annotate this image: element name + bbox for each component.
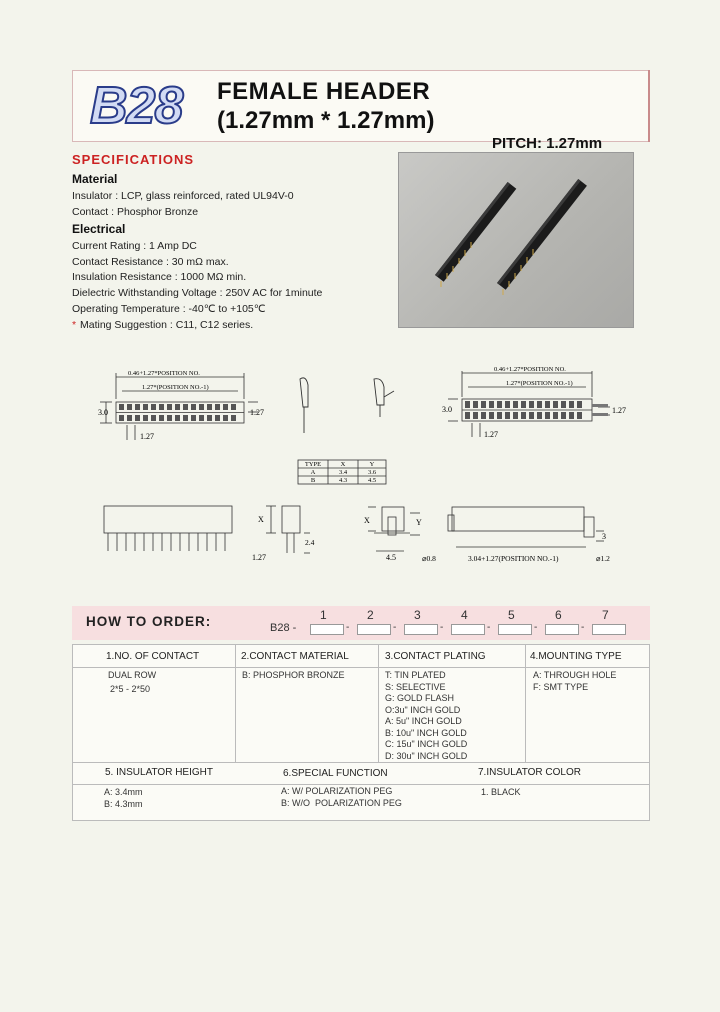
- dim-08: ⌀0.8: [422, 554, 436, 563]
- plating-option: A: 5u" INCH GOLD: [385, 716, 462, 726]
- type-table-header-x: X: [340, 461, 346, 468]
- mounting-option: F: SMT TYPE: [533, 682, 589, 692]
- order-dash: -: [581, 622, 585, 633]
- label-x-smt: X: [364, 516, 370, 525]
- special-function-heading: 6.SPECIAL FUNCTION: [283, 768, 388, 779]
- order-position-1: 1: [320, 608, 327, 622]
- type-table-cell: 3.4: [338, 469, 348, 476]
- order-box-5: [498, 624, 532, 635]
- plating-option: S: SELECTIVE: [385, 681, 446, 692]
- order-title: HOW TO ORDER:: [86, 614, 212, 629]
- contact-material-heading: 2.CONTACT MATERIAL: [241, 651, 349, 662]
- contact-count-line: DUAL ROW: [108, 670, 157, 680]
- product-logo: B28: [90, 77, 183, 135]
- dim-127-right-side: 1.27: [612, 406, 626, 415]
- dim-overall-left: 0.46+1.27*POSITION NO.: [128, 370, 200, 377]
- order-dash: -: [393, 622, 397, 633]
- special-function-option: B: W/O POLARIZATION PEG: [281, 798, 402, 808]
- spec-insulation-resistance: Insulation Resistance : 1000 MΩ min.: [72, 271, 247, 283]
- order-position-6: 6: [555, 608, 562, 622]
- spec-insulator: Insulator : LCP, glass reinforced, rated UL94V-0: [72, 190, 294, 202]
- plating-option: D: 30u" INCH GOLD: [385, 750, 468, 761]
- type-table-cell: 4.5: [367, 477, 377, 484]
- insulator-color-option: 1. BLACK: [481, 787, 521, 797]
- order-table-divider: [378, 644, 379, 762]
- dim-overall-right: 0.46+1.27*POSITION NO.: [494, 366, 566, 373]
- order-box-1: [310, 624, 344, 635]
- dim-127-right-bottom: 1.27: [484, 430, 498, 439]
- insulator-color-heading: 7.INSULATOR COLOR: [478, 767, 581, 778]
- smt-front-view-body: [452, 507, 584, 531]
- type-table-header-type: TYPE: [304, 461, 322, 468]
- mounting-type-heading: 4.MOUNTING TYPE: [530, 651, 622, 662]
- plating-option: C: 15u" INCH GOLD: [385, 739, 468, 749]
- spec-contact-resistance: Contact Resistance : 30 mΩ max.: [72, 256, 229, 268]
- order-box-3: [404, 624, 438, 635]
- type-table-cell: 4.3: [338, 477, 348, 484]
- type-table-cell: 3.6: [367, 469, 377, 476]
- special-function-option: A: W/ POLARIZATION PEG: [281, 786, 393, 796]
- spec-mating: Mating Suggestion : C11, C12 series.: [80, 319, 254, 331]
- contact-material-line: B: PHOSPHOR BRONZE: [242, 670, 345, 680]
- order-box-6: [545, 624, 579, 635]
- dim-smt-span: 3.04+1.27(POSITION NO.-1): [468, 554, 559, 563]
- order-position-5: 5: [508, 608, 515, 622]
- product-title: FEMALE HEADER: [217, 78, 431, 105]
- contact-plating-heading: 3.CONTACT PLATING: [385, 651, 486, 662]
- type-table-cell: A: [310, 469, 316, 476]
- plating-option: O:3u" INCH GOLD: [385, 704, 461, 715]
- order-position-4: 4: [461, 608, 468, 622]
- spec-operating-temp: Operating Temperature : -40℃ to +105℃: [72, 303, 266, 315]
- spec-contact: Contact : Phosphor Bronze: [72, 206, 199, 218]
- specifications-heading: SPECIFICATIONS: [72, 152, 195, 167]
- type-table-header-y: Y: [369, 461, 375, 468]
- dim-3: 3: [602, 532, 606, 541]
- plating-option: B: 10u" INCH GOLD: [385, 727, 467, 738]
- dim-height-left: 3.0: [98, 408, 108, 417]
- side-view-body: [282, 506, 300, 533]
- label-x-dip: X: [258, 515, 264, 524]
- order-prefix: B28 -: [270, 622, 297, 634]
- dim-127-left-side: 1.27: [250, 408, 264, 417]
- dim-12: ⌀1.2: [596, 554, 610, 563]
- front-view-body: [104, 506, 232, 533]
- insulator-height-option: A: 3.4mm: [104, 787, 143, 797]
- material-heading: Material: [72, 172, 118, 186]
- order-table-rule: [72, 784, 650, 785]
- insulator-height-option: B: 4.3mm: [104, 799, 143, 809]
- order-box-2: [357, 624, 391, 635]
- dim-height-right: 3.0: [442, 405, 452, 414]
- contact-count-line: 2*5 - 2*50: [110, 684, 151, 694]
- connector-illustration: [399, 153, 634, 328]
- mating-marker: *: [72, 319, 77, 331]
- electrical-heading: Electrical: [72, 222, 126, 236]
- plating-option: G: GOLD FLASH: [385, 693, 455, 703]
- dim-45: 4.5: [386, 553, 396, 562]
- order-position-7: 7: [602, 608, 609, 622]
- order-dash: -: [346, 622, 350, 633]
- order-box-7: [592, 624, 626, 635]
- dim-127-left-bottom: 1.27: [140, 432, 154, 441]
- order-position-3: 3: [414, 608, 421, 622]
- order-box-4: [451, 624, 485, 635]
- product-photo: [398, 152, 634, 328]
- order-dash: -: [487, 622, 491, 633]
- dim-pitch-total-right: 1.27*(POSITION NO.-1): [506, 380, 573, 387]
- dim-24: 2.4: [305, 538, 315, 547]
- order-dash: -: [534, 622, 538, 633]
- order-position-2: 2: [367, 608, 374, 622]
- order-table-rule: [72, 762, 650, 763]
- pitch-label: PITCH: 1.27mm: [492, 135, 603, 152]
- smt-side-view-body: [382, 507, 404, 531]
- order-dash: -: [440, 622, 444, 633]
- insulator-height-heading: 5. INSULATOR HEIGHT: [105, 767, 213, 778]
- banner-accent-line: [648, 70, 650, 142]
- label-y-smt: Y: [416, 518, 422, 527]
- contact-front-view: [300, 378, 308, 407]
- dim-127-dip: 1.27: [252, 553, 266, 562]
- order-table-divider: [235, 644, 236, 762]
- technical-drawings: [72, 355, 650, 580]
- contact-count-heading: 1.NO. OF CONTACT: [106, 651, 200, 662]
- spec-current-rating: Current Rating : 1 Amp DC: [72, 240, 197, 252]
- mounting-option: A: THROUGH HOLE: [533, 670, 617, 680]
- type-table-cell: B: [310, 477, 316, 484]
- contact-side-view: [374, 379, 384, 405]
- dim-pitch-total-left: 1.27*(POSITION NO.-1): [142, 384, 209, 391]
- product-subtitle: (1.27mm * 1.27mm): [217, 107, 435, 134]
- order-table-rule: [72, 667, 650, 668]
- order-table-divider: [525, 644, 526, 762]
- plating-option: T: TIN PLATED: [385, 670, 446, 680]
- spec-dielectric: Dielectric Withstanding Voltage : 250V AC for 1minute: [72, 287, 323, 299]
